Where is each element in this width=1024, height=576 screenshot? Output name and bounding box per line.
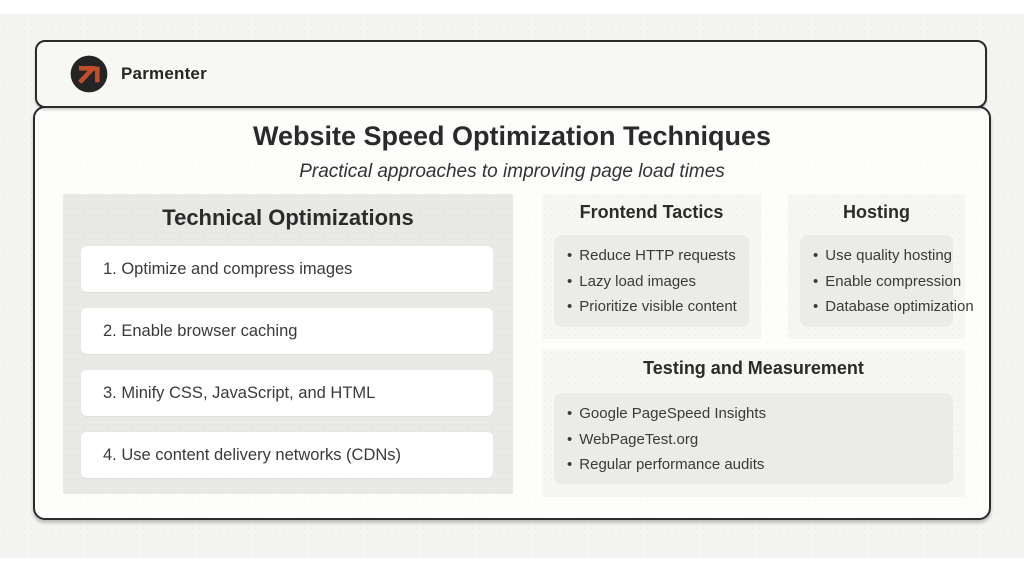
section-title: Testing and Measurement xyxy=(643,358,864,378)
list-item-label: Lazy load images xyxy=(579,272,696,290)
list-item-label: Database optimization xyxy=(825,298,974,315)
testing-bullet-box xyxy=(554,393,953,484)
list-item xyxy=(567,243,749,269)
list-item-label: Enable compression xyxy=(825,272,962,290)
section-technical-optimizations xyxy=(63,194,513,494)
list-item xyxy=(567,269,749,295)
technique-item xyxy=(81,432,493,478)
brand-name: Parmenter xyxy=(121,64,207,83)
list-item xyxy=(567,401,953,427)
technique-item-label: 2. Enable browser caching xyxy=(103,321,298,340)
testing-items-list xyxy=(567,401,953,478)
section-title: Frontend Tactics xyxy=(579,202,724,222)
list-item xyxy=(813,269,962,295)
section-testing-measurement xyxy=(542,350,965,497)
technique-item-label: 3. Minify CSS, JavaScript, and HTML xyxy=(103,383,376,402)
technical-items-list xyxy=(63,246,513,478)
technique-item-label: 4. Use content delivery networks (CDNs) xyxy=(103,445,402,464)
section-title: Technical Optimizations xyxy=(162,205,414,230)
technique-item-label: 1. Optimize and compress images xyxy=(103,259,353,278)
parmenter-logo-icon xyxy=(68,53,110,95)
list-item xyxy=(813,294,974,320)
list-item-label: Prioritize visible content xyxy=(579,298,737,315)
list-item xyxy=(567,294,749,320)
list-item-label: WebPageTest.org xyxy=(579,430,699,448)
page-subtitle: Practical approaches to improving page load times xyxy=(299,161,725,182)
technique-item xyxy=(81,370,493,416)
page-title: Website Speed Optimization Techniques xyxy=(252,121,772,151)
list-item-label: Use quality hosting xyxy=(825,247,953,264)
list-item xyxy=(813,243,953,269)
list-item-label: Reduce HTTP requests xyxy=(579,247,736,264)
list-item-label: Regular performance audits xyxy=(579,456,765,473)
frontend-items-list xyxy=(567,243,749,320)
technique-item xyxy=(81,246,493,292)
hosting-items-list xyxy=(813,243,974,320)
list-item-label: Google PageSpeed Insights xyxy=(579,405,767,422)
frontend-bullet-box xyxy=(554,235,749,327)
section-hosting xyxy=(788,194,974,339)
content-card xyxy=(33,106,991,520)
section-frontend-tactics xyxy=(542,194,761,339)
technique-item xyxy=(81,308,493,354)
list-item xyxy=(567,452,953,478)
list-item xyxy=(567,427,953,453)
section-title: Hosting xyxy=(843,202,910,222)
hosting-bullet-box xyxy=(800,235,974,327)
brand-header xyxy=(35,40,987,108)
